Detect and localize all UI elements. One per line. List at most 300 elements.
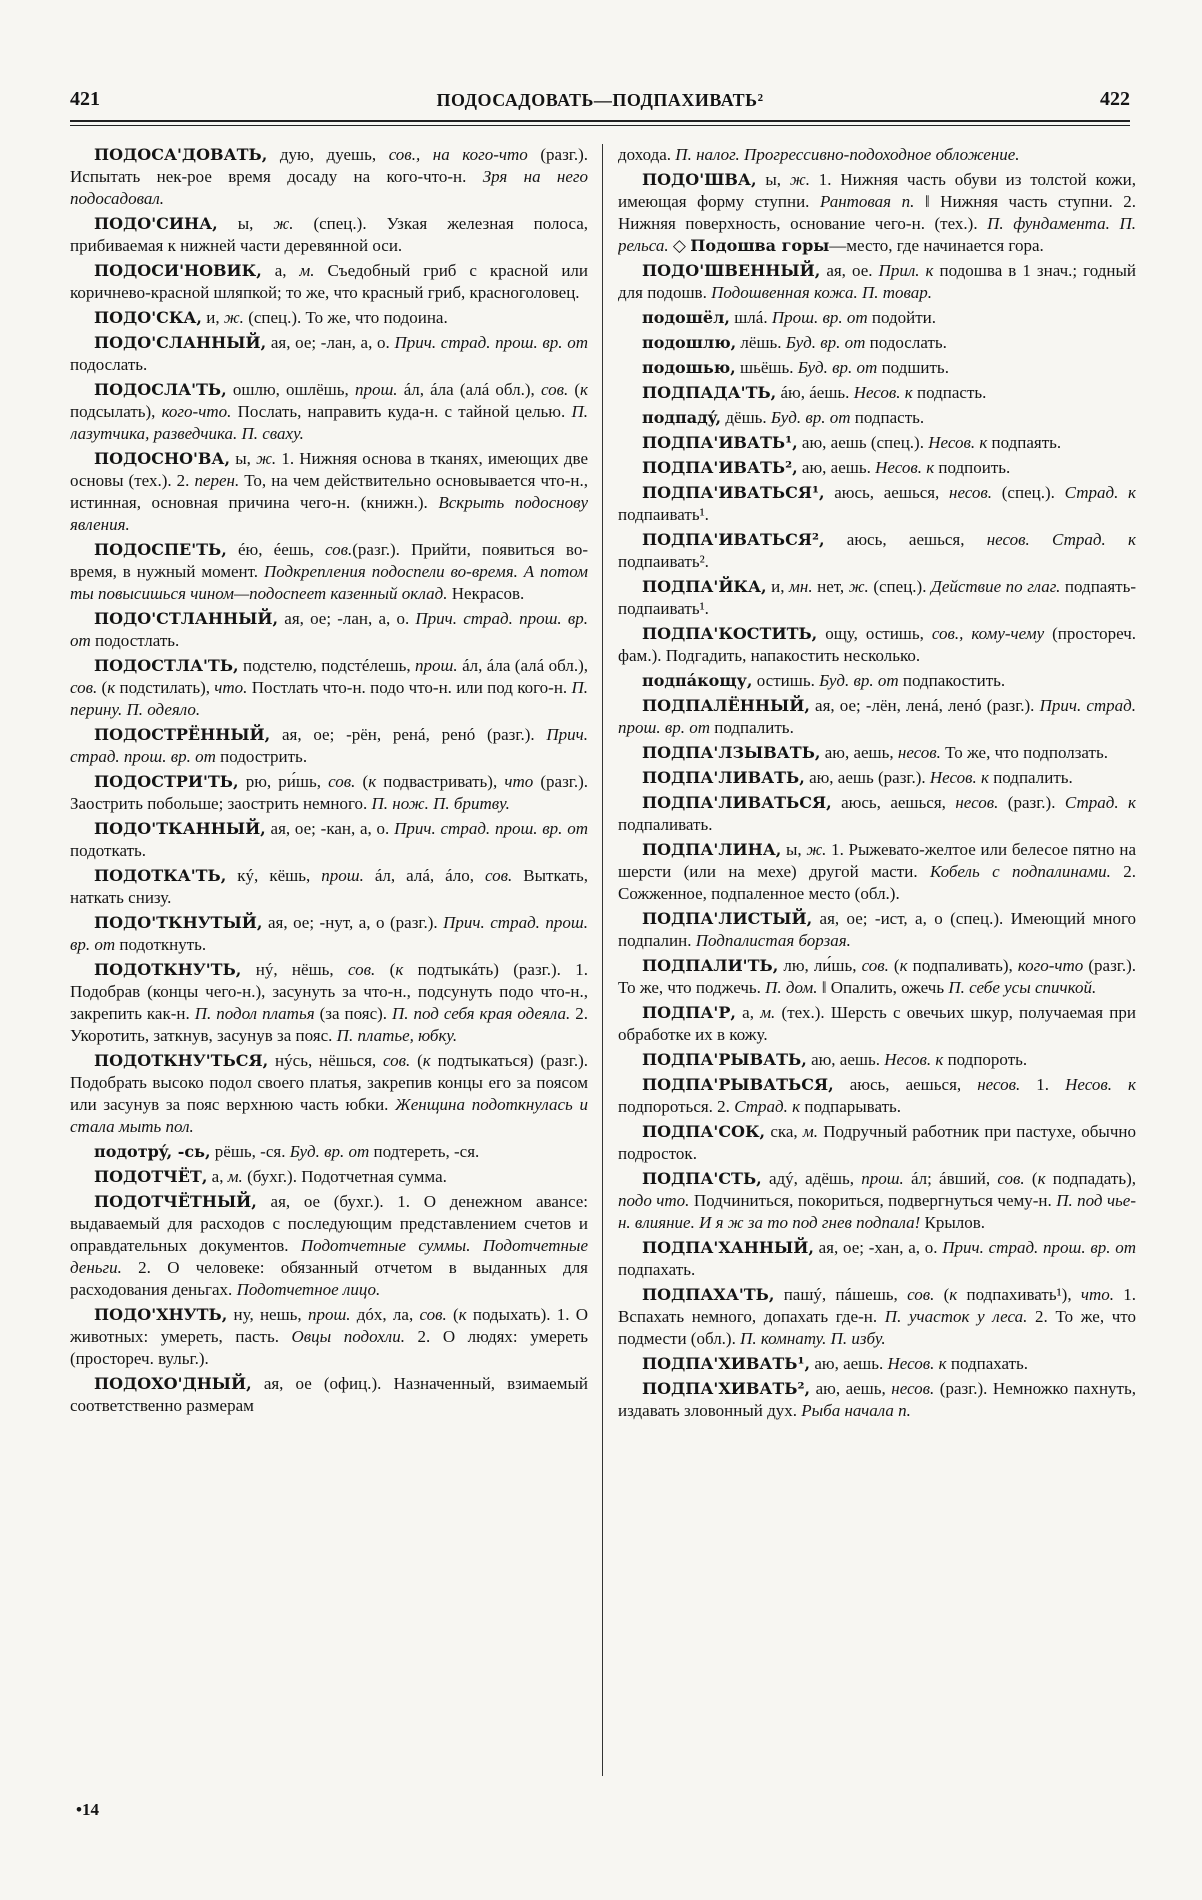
entry-italic-text: П. участок у леса.	[884, 1307, 1028, 1326]
entry-italic-text: прош.	[307, 1305, 351, 1324]
entry-headword: ПОДПА'Р,	[642, 1003, 736, 1022]
entry-text: 1. Нижняя часть обуви из толстой кожи, имеющая форму ступни.	[618, 170, 1136, 211]
entry-text: 2. О людях: умереть (простореч. вульг.).	[70, 1327, 588, 1368]
entry-text: (разг.). Заострить побольше; заострить немного.	[70, 772, 588, 813]
entry-headword: ПОДПА'ЛИВАТЬ,	[642, 768, 805, 787]
entry-italic-text: ж.	[848, 577, 869, 596]
entry-text: подпасть.	[912, 383, 987, 402]
entry-italic-text: несов.	[977, 1075, 1021, 1094]
dictionary-entry	[70, 771, 588, 815]
entry-italic-text: Несов. к	[853, 383, 913, 402]
entry-italic-text: сов.	[907, 1285, 935, 1304]
entry-text: подпоить.	[934, 458, 1011, 477]
entry-text: (разг.). Испытать нек-рое время досаду на кого-что-н.	[70, 145, 588, 186]
entry-text: ая, ое; -нут, а, о (разг.).	[262, 913, 444, 932]
entry-italic-text: Страд. к	[1064, 483, 1136, 502]
entry-text: подыхать). 1. О животных: умереть, пасть.	[70, 1305, 588, 1346]
entry-headword: подпáкощу,	[642, 671, 753, 690]
entry-headword: ПОДОСТРЁННЫЙ,	[94, 725, 271, 744]
entry-italic-text: м.	[299, 261, 315, 280]
entry-text: шлá.	[729, 308, 772, 327]
entry-headword: ПОДПА'ЛИСТЫЙ,	[642, 909, 813, 928]
entry-text: подослать.	[865, 333, 947, 352]
dictionary-entry	[618, 623, 1136, 667]
entry-italic-text: Буд. вр. от	[770, 408, 851, 427]
entry-text: подпадать),	[1045, 1169, 1136, 1188]
column-divider	[602, 144, 603, 1776]
entry-italic-text: что.	[1080, 1285, 1114, 1304]
entry-italic-text: к	[580, 380, 588, 399]
entry-text: аю, аешь.	[806, 1050, 885, 1069]
entry-text: подстелю, подстéлешь,	[238, 656, 416, 675]
entry-headword: ПОДПА'ХИВАТЬ²,	[642, 1379, 811, 1398]
entry-text: (	[934, 1285, 950, 1304]
dictionary-entry	[618, 839, 1136, 905]
entry-italic-text: П. перину. П. одеяло.	[70, 678, 588, 719]
dictionary-entry	[618, 1168, 1136, 1234]
entry-italic-text: мн.	[789, 577, 813, 596]
entry-italic-text: Прич. страд. прош. вр. от	[618, 696, 1136, 737]
entry-text: Постлать что-н. подо что-н. или под кого-н.	[247, 678, 572, 697]
entry-text: (за пояс).	[314, 1004, 393, 1023]
entry-italic-text: Буд. вр. от	[819, 671, 899, 690]
entry-text: Послать, направить куда-н. с тайной целью.	[231, 402, 572, 421]
entry-text: подпахать.	[618, 1260, 696, 1279]
entry-text: То, на чем действительно основывается что-н., истинная, основная причина чего-н. (книжн.).	[70, 471, 588, 512]
entry-text: подойти.	[867, 308, 936, 327]
entry-text: Подошва горы	[690, 236, 830, 255]
entry-text: подпалить.	[988, 768, 1073, 787]
header-rule-thin	[70, 125, 1130, 126]
entry-italic-text: сов., на кого-что	[388, 145, 528, 164]
entry-text: 2. О человеке: обязанный отчетом в выданных для расходования деньгах.	[70, 1258, 588, 1299]
entry-headword: подошлю,	[642, 333, 737, 352]
entry-text: аю, аешь.	[810, 1354, 888, 1373]
entry-italic-text: Рыба начала п.	[801, 1401, 911, 1420]
running-title: ПОДОСАДОВАТЬ—ПОДПАХИВАТЬ²	[436, 90, 764, 110]
entry-text: подпаять.	[987, 433, 1062, 452]
entry-text: Крылов.	[920, 1213, 986, 1232]
entry-italic-text: Несов. к	[887, 1354, 947, 1373]
dictionary-entry	[618, 1378, 1136, 1422]
entry-text: (спец.). Узкая железная полоса, прибиваемая к нижней части деревянной оси.	[70, 214, 588, 255]
dictionary-entry	[618, 1121, 1136, 1165]
entry-text: аю, аешь (спец.).	[797, 433, 929, 452]
entry-italic-text: ж.	[256, 449, 277, 468]
entry-italic-text: м.	[227, 1167, 243, 1186]
entry-text: рёшь, -ся.	[210, 1142, 290, 1161]
entry-text: (	[888, 956, 900, 975]
entry-headword: ПОДПА'ИВАТЬ²,	[642, 458, 798, 477]
entry-italic-text: Несов. к	[875, 458, 935, 477]
dictionary-entry	[618, 169, 1136, 257]
entry-italic-text: сов.	[348, 960, 376, 979]
entry-headword: подошью,	[642, 358, 736, 377]
entry-italic-text: П. платье, юбку.	[336, 1026, 458, 1045]
entry-italic-text: Прич. страд. прош. вр. от	[70, 913, 588, 954]
entry-text: аю, аешь (разг.).	[804, 768, 930, 787]
entry-italic-text: П. под себя края одеяла.	[392, 1004, 571, 1023]
entry-text: (бухг.). Подотчетная сумма.	[242, 1167, 447, 1186]
entry-headword: ПОДПАДА'ТЬ,	[642, 383, 777, 402]
entry-italic-text: Подпалистая борзая.	[695, 931, 851, 950]
entry-italic-text: ж.	[273, 214, 294, 233]
entry-text: (разг.). Немножко пахнуть, издавать зловонный дух.	[618, 1379, 1136, 1420]
entry-text: Подчиниться, покориться, подвергнуться чему-н.	[689, 1191, 1057, 1210]
entry-text: (	[355, 772, 369, 791]
entry-text: подпаливать),	[907, 956, 1018, 975]
entry-headword: ПОДОСЛА'ТЬ,	[94, 380, 227, 399]
dictionary-entry	[618, 407, 1136, 429]
entry-headword: ПОДО'ТКАННЫЙ,	[94, 819, 266, 838]
entry-text: и,	[766, 577, 790, 596]
entry-text: (спец.).	[992, 483, 1065, 502]
entry-italic-text: Действие по глаг.	[931, 577, 1061, 596]
dictionary-entry	[618, 482, 1136, 526]
entry-text: а,	[261, 261, 300, 280]
entry-text: ошлю, ошлёшь,	[226, 380, 355, 399]
entry-text: (разг.).	[998, 793, 1065, 812]
entry-italic-text: что	[504, 772, 534, 791]
dictionary-entry	[618, 457, 1136, 479]
entry-text: Выткать, наткать снизу.	[70, 866, 588, 907]
entry-text: подострить.	[215, 747, 308, 766]
entry-italic-text: м.	[760, 1003, 776, 1022]
entry-headword: ПОДПА'ЛИВАТЬСЯ,	[642, 793, 832, 812]
entry-italic-text: Рантовая п.	[819, 192, 915, 211]
entry-italic-text: сов.	[419, 1305, 447, 1324]
entry-italic-text: Прич. страд. прош. вр. от	[394, 819, 588, 838]
dictionary-entry	[618, 144, 1136, 166]
entry-text: áл, áла (алá обл.),	[457, 656, 588, 675]
entry-headword: подошёл,	[642, 308, 730, 327]
entry-text: аю, аешь,	[820, 743, 898, 762]
entry-text: подпалить.	[710, 718, 794, 737]
entry-headword: ПОДО'СТЛАННЫЙ,	[94, 609, 279, 628]
entry-text: подтыкаться) (разг.). Подобрать высоко подол своего платья, закрепив концы его за поясом или засунув за пояс верхнюю часть юбки.	[70, 1051, 588, 1114]
dictionary-entry	[70, 959, 588, 1047]
dictionary-entry	[618, 382, 1136, 404]
dictionary-entry	[618, 670, 1136, 692]
entry-text: рю, ри́шь,	[238, 772, 329, 791]
dictionary-entry	[618, 1237, 1136, 1281]
entry-italic-text: к	[422, 1051, 431, 1070]
entry-text: подпаивать¹.	[618, 505, 709, 524]
entry-text: éю, éешь,	[226, 540, 325, 559]
entry-italic-text: ж.	[223, 308, 244, 327]
entry-text: 2. Сожженное, подпаленное место (обл.).	[618, 862, 1136, 903]
entry-headword: ПОДОСТРИ'ТЬ,	[94, 772, 239, 791]
header-rule	[70, 120, 1130, 122]
entry-headword: ПОДПА'ХИВАТЬ¹,	[642, 1354, 811, 1373]
entry-text: ы,	[756, 170, 790, 189]
entry-italic-text: Прич. страд. прош. вр. от	[394, 333, 588, 352]
entry-text: ая, ое; -лан, а, о.	[266, 333, 395, 352]
left-page-number: 421	[70, 88, 100, 110]
entry-italic-text: что.	[214, 678, 248, 697]
dictionary-entry	[618, 307, 1136, 329]
entry-italic-text: к	[368, 772, 377, 791]
entry-text: подпороться. 2.	[618, 1097, 735, 1116]
entry-text: нý, нёшь,	[241, 960, 349, 979]
entry-italic-text: несов.	[897, 743, 941, 762]
right-column	[618, 144, 1136, 1768]
dictionary-entry	[618, 1353, 1136, 1375]
entry-italic-text: П. фундамента. П. рельса.	[618, 214, 1136, 255]
entry-text: и,	[202, 308, 224, 327]
dictionary-entry	[70, 818, 588, 862]
entry-text: ска,	[765, 1122, 803, 1141]
entry-italic-text: Несов. к	[884, 1050, 944, 1069]
dictionary-entry	[618, 792, 1136, 836]
entry-text: дóх, ла,	[350, 1305, 420, 1324]
entry-italic-text: подо что.	[618, 1191, 690, 1210]
dictionary-entry	[618, 742, 1136, 764]
entry-italic-text: ж.	[789, 170, 810, 189]
entry-text: ая, ое; -кан, а, о.	[265, 819, 395, 838]
entry-text: ая, ое (офиц.). Назначенный, взимаемый соответственно размерам	[70, 1374, 588, 1415]
entry-italic-text: Прич. страд. прош. вр. от	[942, 1238, 1136, 1257]
entry-headword: ПОДПА'СОК,	[642, 1122, 766, 1141]
running-header	[70, 88, 1130, 118]
entry-italic-text: Женщина подоткнулась и стала мыть пол.	[70, 1095, 588, 1136]
entry-italic-text: Страд. к	[734, 1097, 801, 1116]
entry-italic-text: Прош. вр. от	[771, 308, 868, 327]
entry-italic-text: сов.	[540, 380, 569, 399]
entry-headword: ПОДО'СЛАННЫЙ,	[94, 333, 267, 352]
entry-headword: ПОДОСПЕ'ТЬ,	[94, 540, 227, 559]
dictionary-entry	[70, 1191, 588, 1301]
entry-text: ая, ое; -лан, а, о.	[278, 609, 416, 628]
entry-text: áю, áешь.	[776, 383, 854, 402]
entry-italic-text: П. подол платья	[194, 1004, 315, 1023]
dictionary-entry	[618, 529, 1136, 573]
entry-text: подпаивать².	[618, 552, 709, 571]
dictionary-entry	[70, 655, 588, 721]
dictionary-entry	[70, 865, 588, 909]
entry-text: áл, áла (алá обл.),	[397, 380, 541, 399]
entry-italic-text: Несов. к	[929, 768, 989, 787]
entry-text: подпакостить.	[898, 671, 1006, 690]
dictionary-entry	[618, 955, 1136, 999]
entry-text: аюсь, аешься,	[831, 793, 956, 812]
entry-italic-text: к	[107, 678, 116, 697]
dictionary-entry	[70, 539, 588, 605]
dictionary-entry	[618, 695, 1136, 739]
entry-headword: ПОДО'ШВЕННЫЙ,	[642, 261, 821, 280]
entry-text: ая, ое; -лён, ленá, ленó (разг.).	[809, 696, 1040, 715]
entry-text: —место, где начинается гора.	[829, 236, 1044, 255]
entry-italic-text: прош.	[861, 1169, 904, 1188]
entry-headword: ПОДПА'ИВАТЬСЯ²,	[642, 530, 825, 549]
entry-headword: ПОДОТКНУ'ТЬСЯ,	[94, 1051, 269, 1070]
dictionary-entry	[70, 1373, 588, 1417]
entry-text: ы,	[217, 214, 274, 233]
entry-text: ая, ое; -рён, ренá, ренó (разг.).	[270, 725, 547, 744]
dictionary-entry	[618, 332, 1136, 354]
entry-italic-text: к	[1037, 1169, 1046, 1188]
dictionary-entry	[618, 767, 1136, 789]
entry-italic-text: Буд. вр. от	[289, 1142, 370, 1161]
entry-italic-text: Несов. к	[1065, 1075, 1136, 1094]
entry-italic-text: сов.	[70, 678, 98, 697]
entry-text: (	[375, 960, 396, 979]
entry-text: дёшь.	[721, 408, 771, 427]
entry-headword: ПОДПАЛИ'ТЬ,	[642, 956, 779, 975]
entry-headword: ПОДОСИ'НОВИК,	[94, 261, 262, 280]
entry-text: аюсь, аешься,	[824, 530, 987, 549]
entry-headword: ПОДПАЛЁННЫЙ,	[642, 696, 810, 715]
entry-italic-text: П. под чье-н. влияние. И я ж за то под гнев подпала!	[618, 1191, 1136, 1232]
entry-text: ая, ое.	[820, 261, 879, 280]
entry-text: подтереть, -ся.	[369, 1142, 480, 1161]
dictionary-entry	[70, 608, 588, 652]
entry-italic-text: перен.	[194, 471, 240, 490]
entry-italic-text: Несов. к	[928, 433, 988, 452]
entry-text: нет,	[812, 577, 849, 596]
entry-headword: ПОДОТЧЁТ,	[94, 1167, 208, 1186]
entry-text: подпороть.	[943, 1050, 1028, 1069]
entry-text: дохода.	[618, 145, 676, 164]
entry-text: лю, ли́шь,	[778, 956, 862, 975]
entry-headword: ПОДОТКНУ'ТЬ,	[94, 960, 242, 979]
entry-headword: ПОДОХО'ДНЫЙ,	[94, 1374, 252, 1393]
entry-text: 1.	[1020, 1075, 1066, 1094]
entry-italic-text: П. налог. Прогрессивно-подоходное обложение.	[675, 145, 1020, 164]
entry-text: ая, ое (бухг.). 1. О денежном авансе: выдаваемый для расходов с последующим представлением счетов и оправдательных документов.	[70, 1192, 588, 1255]
entry-text: подстилать),	[115, 678, 215, 697]
entry-italic-text: Прич. страд. прош. вр. от	[70, 609, 588, 650]
entry-italic-text: кого-что	[1017, 956, 1084, 975]
entry-headword: ПОДОСТЛА'ТЬ,	[94, 656, 239, 675]
entry-text: подпахивать¹),	[957, 1285, 1081, 1304]
dictionary-entry	[70, 332, 588, 376]
entry-italic-text: Подотчетное лицо.	[236, 1280, 381, 1299]
entry-italic-text: к	[949, 1285, 958, 1304]
entry-text: лёшь.	[736, 333, 786, 352]
entry-text: дую, дуешь,	[267, 145, 389, 164]
dictionary-entry	[70, 724, 588, 768]
entry-text: 1. Рыжевато-желтое или белесое пятно на шерсти (или на мехе) другой масти.	[618, 840, 1136, 881]
entry-italic-text: Буд. вр. от	[797, 358, 878, 377]
entry-text: подоткать.	[70, 841, 147, 860]
entry-italic-text: прош.	[321, 866, 364, 885]
entry-text: ◇	[668, 236, 691, 255]
entry-headword: ПОДОСНО'ВА,	[94, 449, 231, 468]
right-page-number: 422	[1100, 88, 1130, 110]
entry-text: пашý, пáшешь,	[774, 1285, 908, 1304]
dictionary-entry	[618, 908, 1136, 952]
entry-text: (	[568, 380, 581, 399]
entry-text: (	[1024, 1169, 1038, 1188]
dictionary-entry	[70, 1166, 588, 1188]
entry-headword: ПОДО'ШВА,	[642, 170, 757, 189]
entry-text: ощу, остишь,	[817, 624, 932, 643]
entry-italic-text: кого-что.	[161, 402, 232, 421]
entry-headword: ПОДПА'ИВАТЬСЯ¹,	[642, 483, 825, 502]
entry-italic-text: П. лазутчика, разведчика. П. сваху.	[70, 402, 588, 443]
entry-italic-text: несов. Страд. к	[986, 530, 1136, 549]
entry-text: (разг.). То же, что поджечь.	[618, 956, 1136, 997]
entry-text: подшить.	[877, 358, 949, 377]
entry-italic-text: сов.	[325, 540, 353, 559]
entry-italic-text: прош.	[354, 380, 398, 399]
dictionary-entry	[618, 576, 1136, 620]
entry-italic-text: П. нож. П. бритву.	[371, 794, 510, 813]
entry-italic-text: Вскрыть подоснову явления.	[70, 493, 588, 534]
entry-text: (	[410, 1051, 423, 1070]
dictionary-entry	[70, 448, 588, 536]
entry-text: аю, аешь.	[797, 458, 876, 477]
entry-text: аюсь, аешься,	[824, 483, 950, 502]
dictionary-entry	[70, 144, 588, 210]
entry-italic-text: к	[458, 1305, 467, 1324]
entry-italic-text: ж.	[806, 840, 827, 859]
entry-headword: ПОДОСА'ДОВАТЬ,	[94, 145, 268, 164]
dictionary-entry	[70, 379, 588, 445]
signature-mark: •14	[76, 1800, 99, 1819]
entry-italic-text: сов.	[328, 772, 356, 791]
entry-headword: ПОДПА'КОСТИТЬ,	[642, 624, 818, 643]
entry-headword: ПОДПА'ЛЗЫВАТЬ,	[642, 743, 821, 762]
entry-italic-text: П. дом.	[765, 978, 818, 997]
entry-headword: ПОДО'ТКНУТЫЙ,	[94, 913, 263, 932]
entry-text: (	[97, 678, 108, 697]
entry-headword: ПОДПА'СТЬ,	[642, 1169, 762, 1188]
entry-text: ы,	[781, 840, 807, 859]
entry-italic-text: к	[395, 960, 404, 979]
entry-headword: ПОДПА'ЛИНА,	[642, 840, 782, 859]
entry-text: áл; áвший,	[903, 1169, 998, 1188]
entry-text: подвастривать),	[376, 772, 505, 791]
entry-text: То же, что подползать.	[940, 743, 1108, 762]
entry-italic-text: несов.	[949, 483, 993, 502]
entry-text: áл, алá, áло,	[363, 866, 485, 885]
entry-text: Некрасов.	[447, 584, 525, 603]
entry-italic-text: несов.	[891, 1379, 935, 1398]
entry-headword: ПОДПА'РЫВАТЬ,	[642, 1050, 807, 1069]
entry-text: нýсь, нёшься,	[268, 1051, 383, 1070]
entry-text: ы,	[230, 449, 257, 468]
entry-headword: ПОДОТЧЁТНЫЙ,	[94, 1192, 257, 1211]
entry-text: шьёшь.	[735, 358, 798, 377]
entry-headword: ПОДПА'РЫВАТЬСЯ,	[642, 1075, 834, 1094]
entry-text: (	[446, 1305, 459, 1324]
entry-italic-text: сов.	[997, 1169, 1025, 1188]
entry-headword: ПОДПА'ХАННЫЙ,	[642, 1238, 814, 1257]
entry-headword: подпадý,	[642, 408, 722, 427]
entry-headword: ПОДО'СИНА,	[94, 214, 218, 233]
entry-text: 2. Укоротить, заткнув, засунув за пояс.	[70, 1004, 588, 1045]
entry-text: (спец.).	[868, 577, 931, 596]
entry-text: (разг.). Прийти, появиться во-время, в нужный момент.	[70, 540, 588, 581]
entry-text: ‖ Опалить, ожечь	[817, 978, 949, 997]
entry-text: подослать.	[70, 355, 148, 374]
entry-text: (простореч. фам.). Подгадить, напакостить несколько.	[618, 624, 1136, 665]
entry-text: 1. Вспахать немного, допахать где-н.	[618, 1285, 1136, 1326]
entry-italic-text: П. себе усы спичкой.	[948, 978, 1097, 997]
entry-italic-text: Зря на него подосадовал.	[70, 167, 588, 208]
entry-italic-text: Прич. страд. прош. вр. от	[70, 725, 588, 766]
entry-italic-text: сов., кому-чему	[931, 624, 1045, 643]
entry-text: остишь.	[752, 671, 820, 690]
entry-text: (спец.). То же, что подоина.	[243, 308, 448, 327]
dictionary-entry	[70, 1050, 588, 1138]
entry-text: подоткнуть.	[115, 935, 207, 954]
entry-text: кý, кёшь,	[226, 866, 322, 885]
entry-headword: ПОДПАХА'ТЬ,	[642, 1285, 775, 1304]
entry-italic-text: Кобель с подпалинами.	[929, 862, 1111, 881]
